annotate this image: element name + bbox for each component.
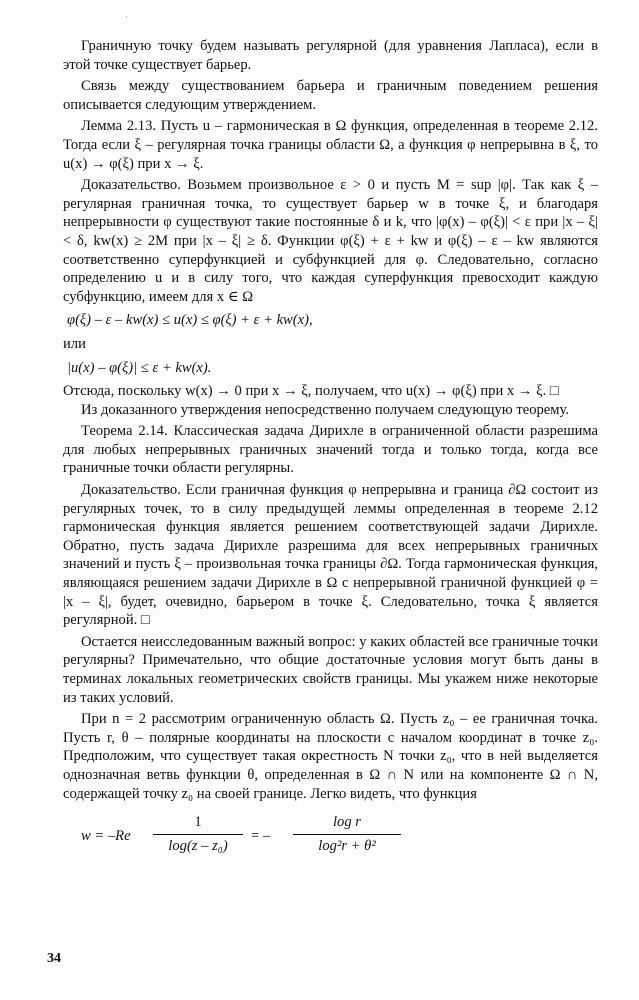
word-or: или xyxy=(63,335,86,352)
paragraph-from-proved: Из доказанного утверждения непосредственно получаем следующую теорему. xyxy=(81,401,569,418)
paragraph-hence: Отсюда, поскольку w(x) → 0 при x → ξ, получаем, что u(x) → φ(ξ) при x → ξ. □ xyxy=(63,383,559,400)
paragraph-barrier-connection: Связь между существованием барьера и граничным поведением решения описывается следующим утверждением. xyxy=(63,78,598,113)
scan-dot: · xyxy=(125,13,128,22)
fraction-2 xyxy=(293,813,401,855)
proof-theorem: Доказательство. Если граничная функция φ непрерывна и граница ∂Ω состоит из регулярных точек, то в силу предыдущей леммы определенная в теореме 2.12 гармоническая функция является решением соответствующей задачи Дирихле. Обратно, пусть задача Дирихле разрешима для всех непрерывных граничных значений и пусть ξ – произвольная точка границы ∂Ω. Тогда гармоническая функция, являющаяся решением задачи Дирихле в Ω с непрерывной граничной функцией φ = |x – ξ|, будет, очевидно, барьером в точке ξ. Следовательно, точка ξ является регулярной. □ xyxy=(63,482,598,629)
formula-abs: |u(x) – φ(ξ)| ≤ ε + kw(x). xyxy=(67,359,212,376)
fraction-1 xyxy=(153,813,243,855)
page-number: 34 xyxy=(47,951,61,966)
main-text xyxy=(63,37,598,861)
fraction-1-numerator: 1 xyxy=(194,814,202,831)
fraction-1-denominator: log(z – z₀) xyxy=(168,837,228,854)
fraction-2-numerator: log r xyxy=(333,814,361,831)
formula-barrier-function xyxy=(63,813,598,861)
fraction-2-bar xyxy=(293,834,401,835)
paragraph-n-equals-2: При n = 2 рассмотрим ограниченную область Ω. Пусть z₀ – ее граничная точка. Пусть r, θ – полярные координаты на плоскости с началом координат в точке z₀. Предположим, что существует такая окрестность N точки z₀, что в ней выделяется однозначная ветвь функции θ, определенная в Ω ∩ N или на компоненте Ω ∩ N, содержащей точку z₀ на своей границе. Легко видеть, что функция xyxy=(63,711,598,802)
theorem-2-14: Теорема 2.14. Классическая задача Дирихле в ограниченной области разрешима для любых непрерывных граничных значений тогда и только тогда, когда все граничные точки области регулярны. xyxy=(63,423,598,477)
formula-equals: = – xyxy=(251,828,271,845)
formula-inequality: φ(ξ) – ε – kw(x) ≤ u(x) ≤ φ(ξ) + ε + kw(x), xyxy=(67,312,313,329)
formula-lhs: w = –Re xyxy=(81,828,131,845)
fraction-2-denominator: log²r + θ² xyxy=(318,837,376,854)
lemma-2-13: Лемма 2.13. Пусть u – гармоническая в Ω функция, определенная в теореме 2.12. Тогда если ξ – регулярная точка границы области Ω, а функция φ непрерывна в ξ, то u(x) → φ(ξ) при x → ξ. xyxy=(63,118,598,172)
paragraph-regular-point: Граничную точку будем называть регулярной (для уравнения Лапласа), если в этой точке существует барьер. xyxy=(63,38,598,73)
paragraph-open-question: Остается неисследованным важный вопрос: у каких областей все граничные точки регулярны? Примечательно, что общие достаточные условия могут быть даны в терминах локальных геометрических свойств границы. Мы укажем ниже некоторые из таких условий. xyxy=(63,633,598,706)
fraction-1-bar xyxy=(153,834,243,835)
proof-lemma: Доказательство. Возьмем произвольное ε > 0 и пусть M = sup |φ|. Так как ξ – регулярная граничная точка, то существует барьер w в точке ξ, и благодаря непрерывности φ существуют такие постоянные δ и k, что |φ(x) – φ(ξ)| < ε при |x – ξ| < δ, kw(x) ≥ 2M при |x – ξ| ≥ δ. Функции φ(ξ) + ε + kw и φ(ξ) – ε – kw являются соответственно суперфункцией и субфункцией для φ. Следовательно, согласно определению u и в силу того, что каждая суперфункция превосходит каждую субфункцию, имеем для x ∈ Ω xyxy=(63,177,598,305)
